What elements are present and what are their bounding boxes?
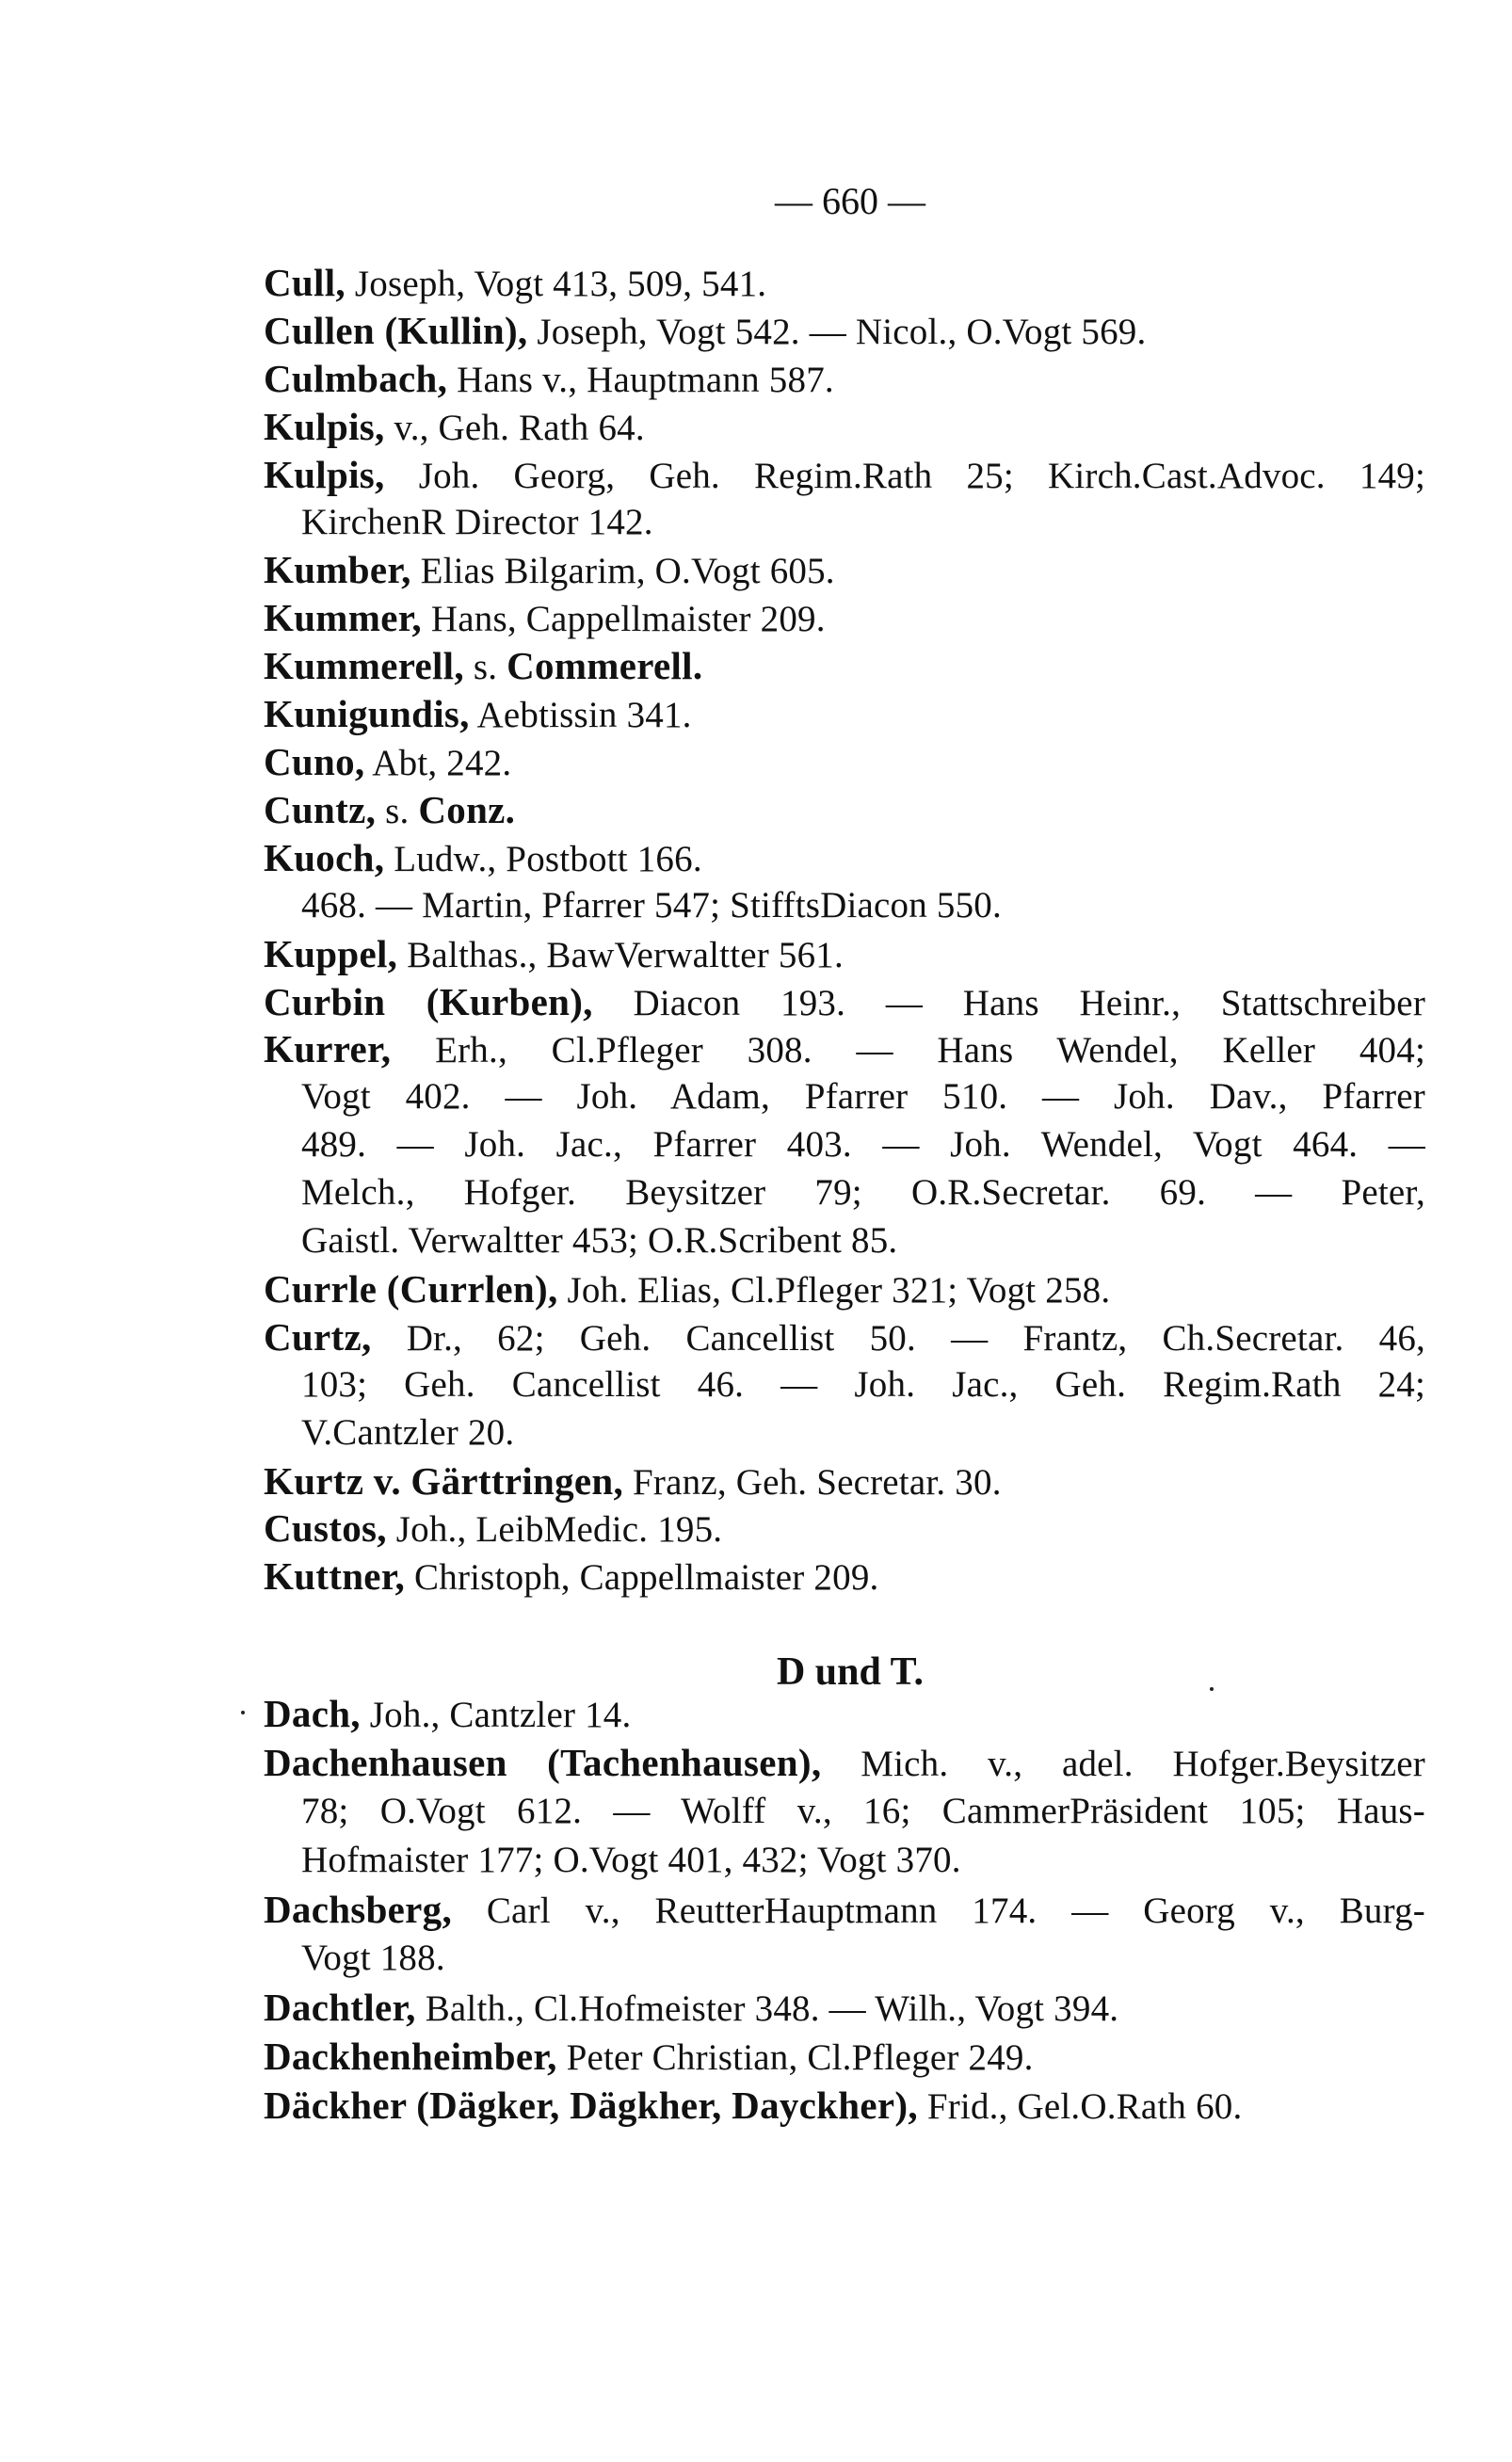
entry-surname: Dachtler, (264, 1986, 416, 2029)
index-line (301, 1170, 1425, 1215)
index-line (264, 1266, 1110, 1313)
entry-surname: Custos, (264, 1506, 387, 1551)
entry-details: Joh., Cantzler 14. (360, 1695, 632, 1735)
entry-surname: Dachenhausen (Tachenhausen), (264, 1741, 822, 1784)
entry-surname: Curtz, (264, 1314, 372, 1359)
entry-surname: Kunigundis, (264, 692, 470, 736)
entry-surname: Kurrer, (264, 1027, 392, 1071)
entry-surname: Kurtz v. Gärttringen, (264, 1458, 624, 1503)
entry-details: Mich. v., adel. Hofger.Beysitzer (821, 1744, 1425, 1784)
entry-surname: Cuno, (264, 740, 365, 783)
index-line (264, 356, 834, 403)
index-line (301, 1074, 1425, 1119)
entry-surname: Kuttner, (264, 1554, 406, 1599)
entry-details: Melch., Hofger. Beysitzer 79; O.R.Secretar. 69. — Peter, (301, 1172, 1425, 1214)
entry-details: Gaistl. Verwaltter 453; O.R.Scribent 85. (301, 1220, 898, 1261)
index-line (264, 1887, 1425, 1934)
entry-details: Joh. Georg, Geh. Regim.Rath 25; Kirch.Cast.Advoc. 149; (384, 455, 1425, 496)
index-line (264, 1458, 1002, 1505)
index-line (301, 1838, 961, 1883)
entry-surname: Kummerell, (264, 644, 464, 688)
entry-details: Hans, Cappellmaister 209. (421, 599, 826, 640)
index-line (264, 260, 766, 307)
index-line (264, 1691, 631, 1738)
index-line (264, 979, 1425, 1026)
entry-surname: Dachsberg, (264, 1888, 453, 1931)
entry-details: Diacon 193. — Hans Heinr., Stattschreiber (592, 982, 1426, 1023)
index-line (264, 691, 692, 738)
entry-surname: Dackhenheimber, (264, 2035, 557, 2078)
entry-details: 468. — Martin, Pfarrer 547; StifftsDiacon 550. (301, 884, 1002, 925)
index-line (301, 500, 653, 545)
index-line (264, 1985, 1118, 2032)
entry-details: Dr., 62; Geh. Cancellist 50. — Frantz, Ch.Secretar. 46, (371, 1317, 1425, 1359)
page-number: — 660 — (775, 180, 925, 222)
entry-surname: Cuntz, (264, 787, 377, 831)
entry-details: 78; O.Vogt 612. — Wolff v., 16; CammerPräsident 105; Haus- (301, 1791, 1425, 1831)
index-line (264, 739, 511, 786)
entry-surname: Kumber, (264, 548, 411, 592)
index-line (264, 787, 515, 834)
entry-surname: Kuppel, (264, 931, 398, 975)
entry-details: Joh., LeibMedic. 195. (386, 1509, 723, 1551)
entry-surname: Culmbach, (264, 356, 448, 400)
entry-details: Abt, 242. (364, 743, 512, 783)
entry-details: Ludw., Postbott 166. (384, 838, 702, 879)
index-line (264, 2034, 1034, 2081)
entry-surname: Kuoch, (264, 835, 385, 879)
entry-surname: Currle (Currlen), (264, 1266, 558, 1311)
entry-details: Balthas., BawVerwaltter 561. (397, 934, 844, 975)
entry-details: Vogt 188. (301, 1938, 445, 1978)
entry-details: 489. — Joh. Jac., Pfarrer 403. — Joh. Wendel, Vogt 464. — (301, 1124, 1425, 1166)
index-line (301, 1218, 897, 1263)
entry-details: Aebtissin 341. (469, 695, 692, 736)
entry-details: Vogt 402. — Joh. Adam, Pfarrer 510. — Joh. Dav., Pfarrer (301, 1076, 1425, 1118)
entry-details: 103; Geh. Cancellist 46. — Joh. Jac., Geh. Regim.Rath 24; (301, 1363, 1425, 1405)
entry-details: Hans v., Hauptmann 587. (447, 359, 834, 400)
entry-surname: Cull, (264, 261, 346, 304)
entry-surname: Cullen (Kullin), (264, 308, 528, 352)
entry-surname: Kulpis, (264, 404, 385, 448)
index-line (301, 1789, 1425, 1834)
index-line (301, 1936, 445, 1981)
entry-details: Peter Christian, Cl.Pfleger 249. (556, 2037, 1034, 2078)
cross-reference: Conz. (418, 787, 516, 831)
entry-surname: Curbin (Kurben), (264, 979, 593, 1023)
entry-surname: Dach, (264, 1692, 361, 1735)
entry-details: Elias Bilgarim, O.Vogt 605. (410, 551, 835, 592)
index-line (264, 404, 645, 451)
index-line (264, 595, 826, 642)
index-line (264, 1553, 879, 1601)
index-line (301, 1410, 514, 1456)
entry-details: Joseph, Vogt 413, 509, 541. (345, 264, 767, 304)
index-line (301, 1122, 1425, 1167)
entry-details: s. (463, 647, 507, 688)
entry-surname: Kummer, (264, 596, 422, 640)
index-line (264, 452, 1425, 499)
entry-details: V.Cantzler 20. (301, 1411, 515, 1453)
entry-details: Franz, Geh. Secretar. 30. (623, 1461, 1002, 1503)
entry-details: Balth., Cl.Hofmeister 348. — Wilh., Vogt 394. (415, 1988, 1119, 2029)
index-line (264, 1314, 1425, 1361)
entry-details: Hofmaister 177; O.Vogt 401, 432; Vogt 370. (301, 1840, 961, 1880)
entry-details: Joh. Elias, Cl.Pfleger 321; Vogt 258. (557, 1269, 1111, 1311)
index-line (264, 1026, 1425, 1073)
entry-details: v., Geh. Rath 64. (384, 407, 645, 448)
index-line (301, 883, 1002, 928)
print-speck (1210, 1687, 1214, 1691)
entry-details: Frid., Gel.O.Rath 60. (917, 2086, 1243, 2127)
index-line (264, 1505, 722, 1553)
entry-details: Joseph, Vogt 542. — Nicol., O.Vogt 569. (527, 311, 1147, 352)
index-line (264, 835, 702, 882)
index-line (264, 547, 835, 594)
index-line (264, 931, 844, 978)
entry-surname: Kulpis, (264, 452, 385, 496)
index-line (264, 308, 1146, 355)
entry-details: s. (376, 790, 419, 831)
entry-details: Carl v., ReutterHauptmann 174. — Georg v., Burg- (452, 1891, 1425, 1931)
index-line (264, 1740, 1425, 1787)
entry-details: Erh., Cl.Pfleger 308. — Hans Wendel, Keller 404; (391, 1030, 1425, 1071)
index-line (264, 2083, 1242, 2130)
entry-surname: Däckher (Dägker, Dägkher, Dayckher), (264, 2084, 918, 2127)
entry-details: Christoph, Cappellmaister 209. (405, 1557, 879, 1599)
print-speck (241, 1711, 245, 1714)
entry-details: KirchenR Director 142. (301, 501, 653, 542)
index-line (264, 643, 702, 690)
index-line (301, 1362, 1425, 1408)
cross-reference: Commerell. (507, 644, 703, 688)
section-heading: D und T. (776, 1650, 925, 1694)
